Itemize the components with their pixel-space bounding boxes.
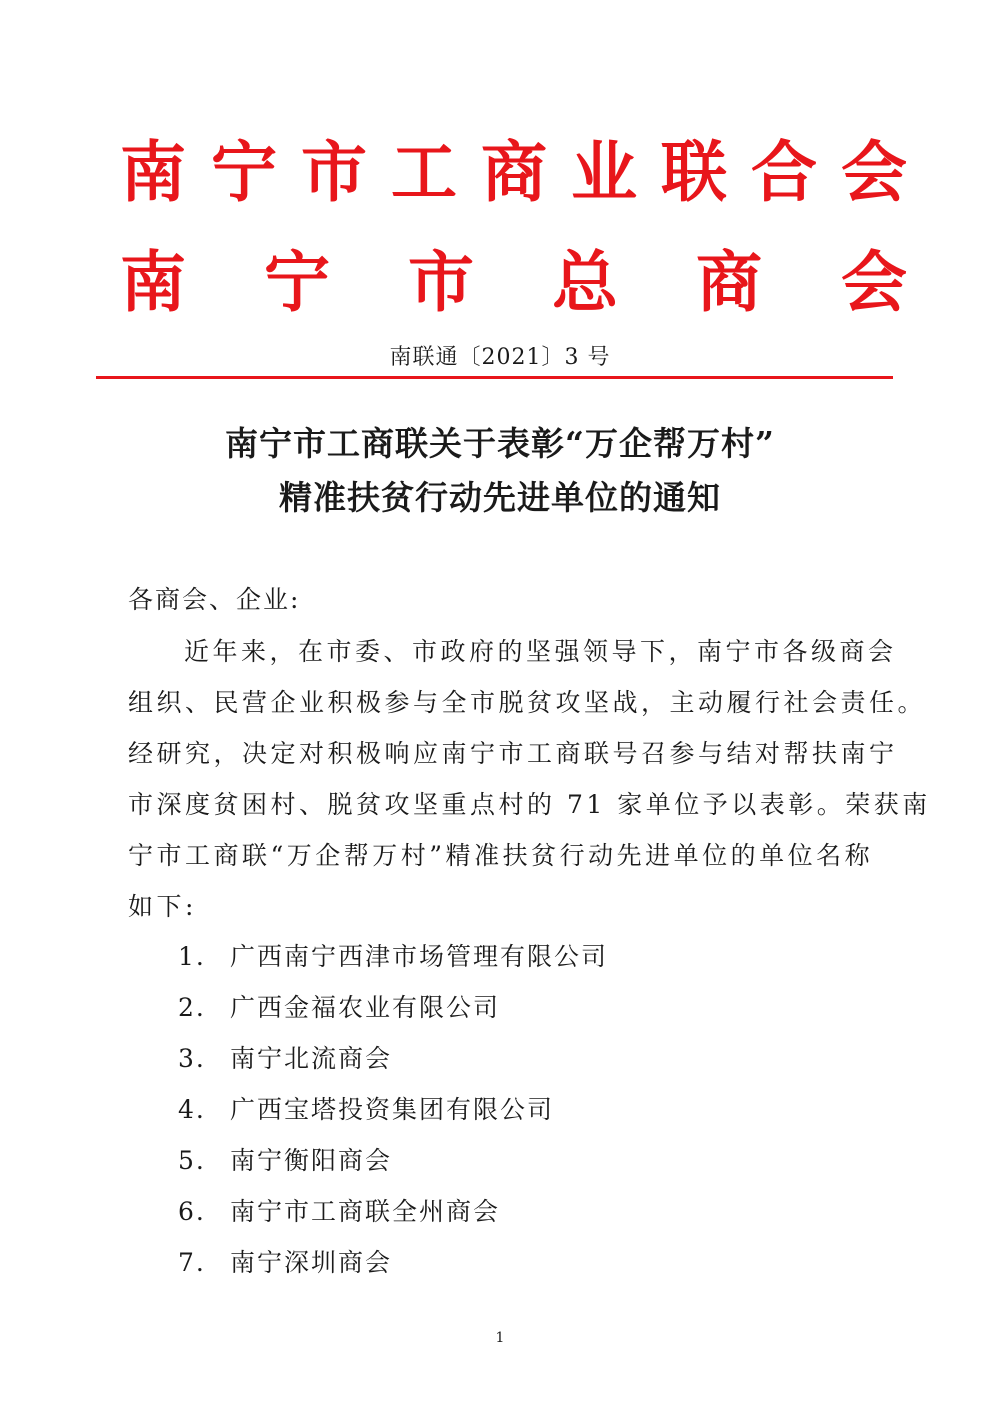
list-number: 5. — [178, 1146, 206, 1175]
list-item — [178, 986, 608, 1037]
list-item — [178, 1088, 608, 1139]
list-number: 6. — [178, 1197, 206, 1226]
paragraph-line: 组织、民营企业积极参与全市脱贫攻坚战，主动履行社会责任。 — [128, 688, 927, 717]
awardee-name: 南宁衡阳商会 — [230, 1146, 393, 1175]
paragraph-line: 宁市工商联“万企帮万村”精准扶贫行动先进单位的单位名称 — [128, 841, 874, 870]
org-char: 商 — [696, 244, 762, 321]
salutation: 各商会、企业: — [128, 585, 301, 614]
awardee-list — [178, 935, 608, 1292]
notice-title-line-1: 南宁市工商联关于表彰“万企帮万村” — [225, 424, 775, 463]
awardee-name: 广西宝塔投资集团有限公司 — [230, 1095, 555, 1124]
list-item — [178, 935, 608, 986]
paragraph-line: 经研究，决定对积极响应南宁市工商联号召参与结对帮扶南宁 — [128, 739, 898, 768]
org-char: 宁 — [264, 244, 330, 321]
org-char: 市 — [301, 134, 367, 211]
org-char: 工 — [391, 134, 457, 211]
paragraph-line: 市深度贫困村、脱贫攻坚重点村的 71 家单位予以表彰。荣获南 — [128, 790, 931, 819]
document-number: 南联通〔2021〕3 号 — [389, 345, 611, 370]
list-item — [178, 1241, 608, 1292]
notice-title-line-2: 精准扶贫行动先进单位的通知 — [279, 478, 721, 517]
org-char: 总 — [552, 244, 618, 321]
paragraph-line: 如下: — [128, 892, 197, 921]
org-name-line-2 — [0, 243, 1000, 323]
page-number: 1 — [495, 1330, 505, 1346]
paragraph-line: 近年来，在市委、市政府的坚强领导下，南宁市各级商会 — [184, 637, 897, 666]
list-number: 7. — [178, 1248, 206, 1277]
awardee-name: 南宁北流商会 — [230, 1044, 393, 1073]
org-char: 合 — [751, 134, 817, 211]
awardee-name: 南宁市工商联全州商会 — [230, 1197, 501, 1226]
org-char: 商 — [481, 134, 547, 211]
list-item — [178, 1139, 608, 1190]
list-number: 4. — [178, 1095, 206, 1124]
org-char: 会 — [841, 134, 907, 211]
list-item — [178, 1037, 608, 1088]
org-char: 南 — [120, 134, 186, 211]
org-char: 会 — [841, 244, 907, 321]
list-item — [178, 1190, 608, 1241]
awardee-name: 南宁深圳商会 — [230, 1248, 393, 1277]
awardee-name: 广西金福农业有限公司 — [230, 993, 501, 1022]
org-name-line-1 — [0, 133, 1000, 213]
list-number: 2. — [178, 993, 206, 1022]
list-number: 1. — [178, 942, 206, 971]
org-char: 联 — [661, 134, 727, 211]
red-divider — [96, 376, 893, 379]
awardee-name: 广西南宁西津市场管理有限公司 — [230, 942, 609, 971]
list-number: 3. — [178, 1044, 206, 1073]
org-char: 宁 — [211, 134, 277, 211]
org-char: 南 — [120, 244, 186, 321]
org-char: 市 — [408, 244, 474, 321]
org-char: 业 — [571, 134, 637, 211]
